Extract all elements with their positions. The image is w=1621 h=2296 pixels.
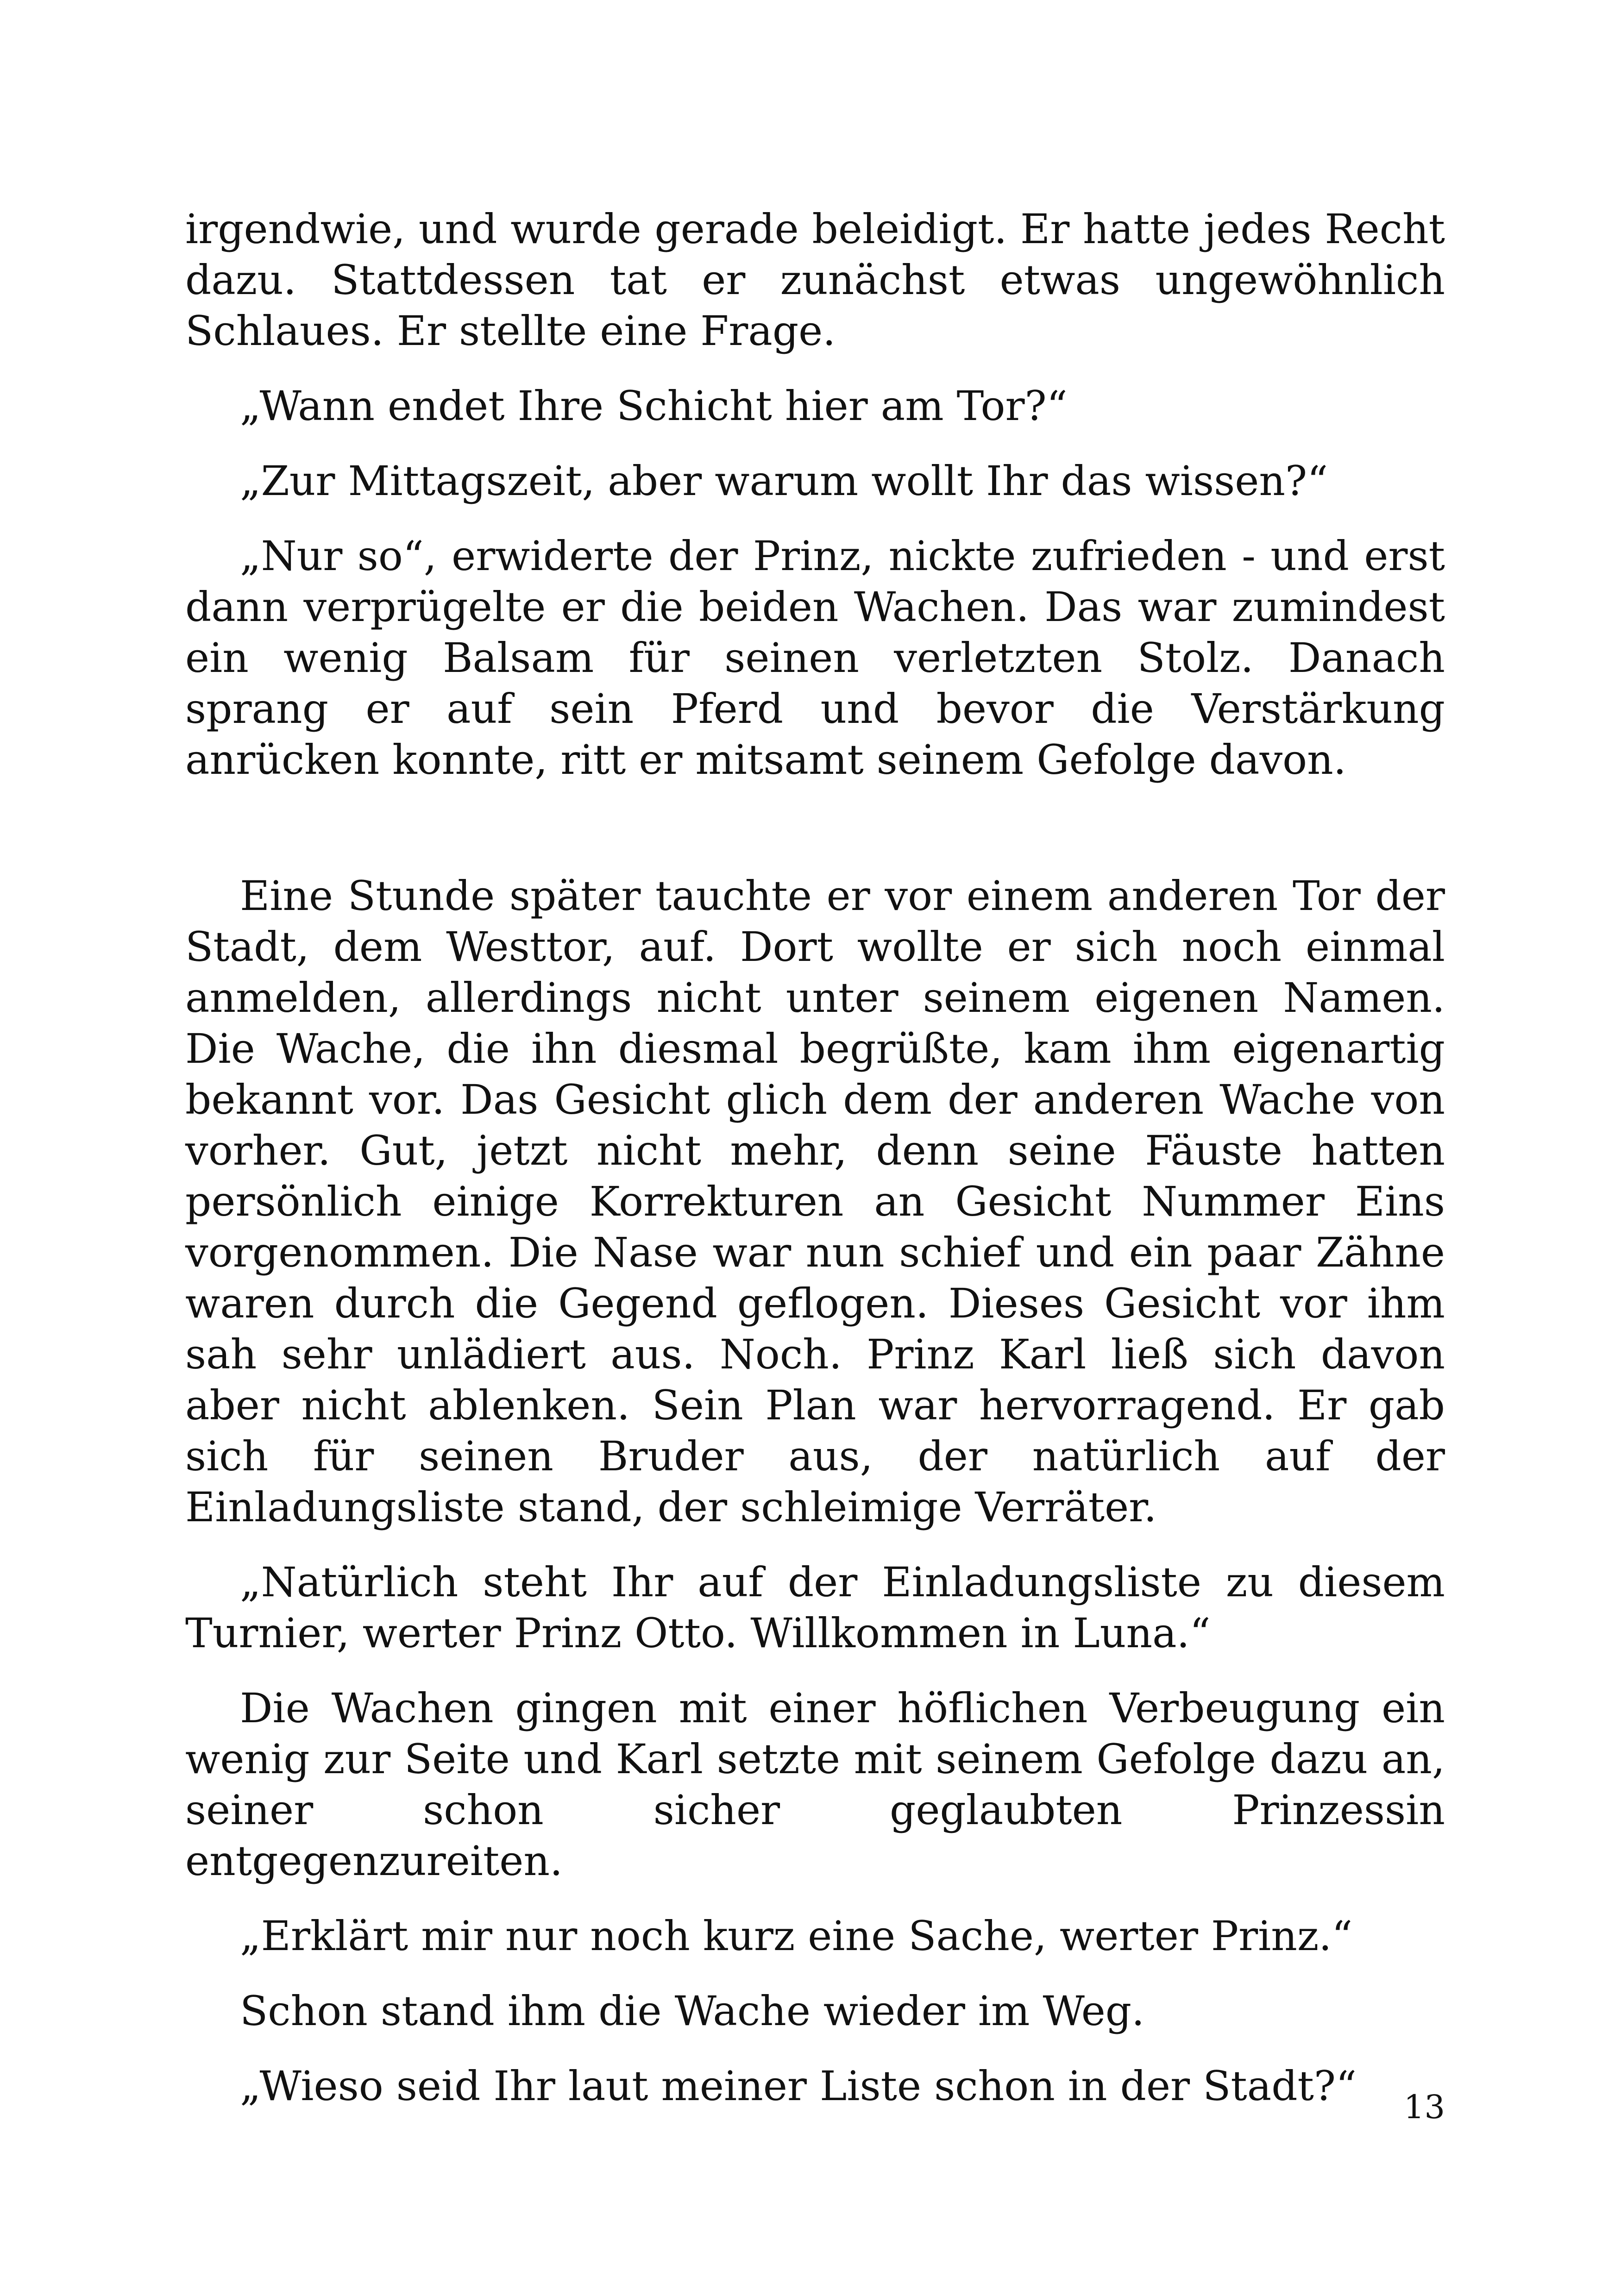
paragraph: „Natürlich steht Ihr auf der Einladungsliste zu diesem Turnier, werter Prinz Otto. Willkommen in Luna.“ xyxy=(185,1558,1445,1657)
paragraph: Schon stand ihm die Wache wieder im Weg. xyxy=(240,1987,1145,2035)
paragraph: „Nur so“, erwiderte der Prinz, nickte zufrieden - und erst dann verprügelte er die beiden Wachen. Das war zumindest ein wenig Balsam für seinen verletzten Stolz. Danach sprang er auf sein Pferd und bevor die Verstärkung anrücken konnte, ritt er mitsamt seinem Gefolge davon. xyxy=(185,532,1445,784)
paragraph: „Wieso seid Ihr laut meiner Liste schon in der Stadt?“ xyxy=(240,2062,1357,2110)
paragraph: „Zur Mittagszeit, aber warum wollt Ihr das wissen?“ xyxy=(240,457,1328,505)
paragraph: Eine Stunde später tauchte er vor einem anderen Tor der Stadt, dem Westtor, auf. Dort wollte er sich noch einmal anmelden, allerdings nicht unter seinem eigenen Namen. Die Wache, die ihn diesmal begrüßte, kam ihm eigenartig bekannt vor. Das Gesicht glich dem der anderen Wache von vorher. Gut, jetzt nicht mehr, denn seine Fäuste hatten persönlich einige Korrekturen an Gesicht Nummer Eins vorgenommen. Die Nase war nun schief und ein paar Zähne waren durch die Gegend geflogen. Dieses Gesicht vor ihm sah sehr unlädiert aus. Noch. Prinz Karl ließ sich davon aber nicht ablenken. Sein Plan war hervorragend. Er gab sich für seinen Bruder aus, der natürlich auf der Einladungsliste stand, der schleimige Verräter. xyxy=(185,872,1445,1531)
paragraph: „Wann endet Ihre Schicht hier am Tor?“ xyxy=(240,382,1068,430)
text-section-2 xyxy=(185,871,1445,2136)
paragraph: „Erklärt mir nur noch kurz eine Sache, werter Prinz.“ xyxy=(240,1912,1353,1960)
paragraph: irgendwie, und wurde gerade beleidigt. Er hatte jedes Recht dazu. Stattdessen tat er zunächst etwas ungewöhnlich Schlaues. Er stellte eine Frage. xyxy=(185,205,1445,355)
paragraph: Die Wachen gingen mit einer höflichen Verbeugung ein wenig zur Seite und Karl setzte mit seinem Gefolge dazu an, seiner schon sicher geglaubten Prinzessin entgegenzureiten. xyxy=(185,1684,1445,1885)
text-section-1 xyxy=(185,204,1445,809)
page-number: 13 xyxy=(1403,2088,1445,2126)
